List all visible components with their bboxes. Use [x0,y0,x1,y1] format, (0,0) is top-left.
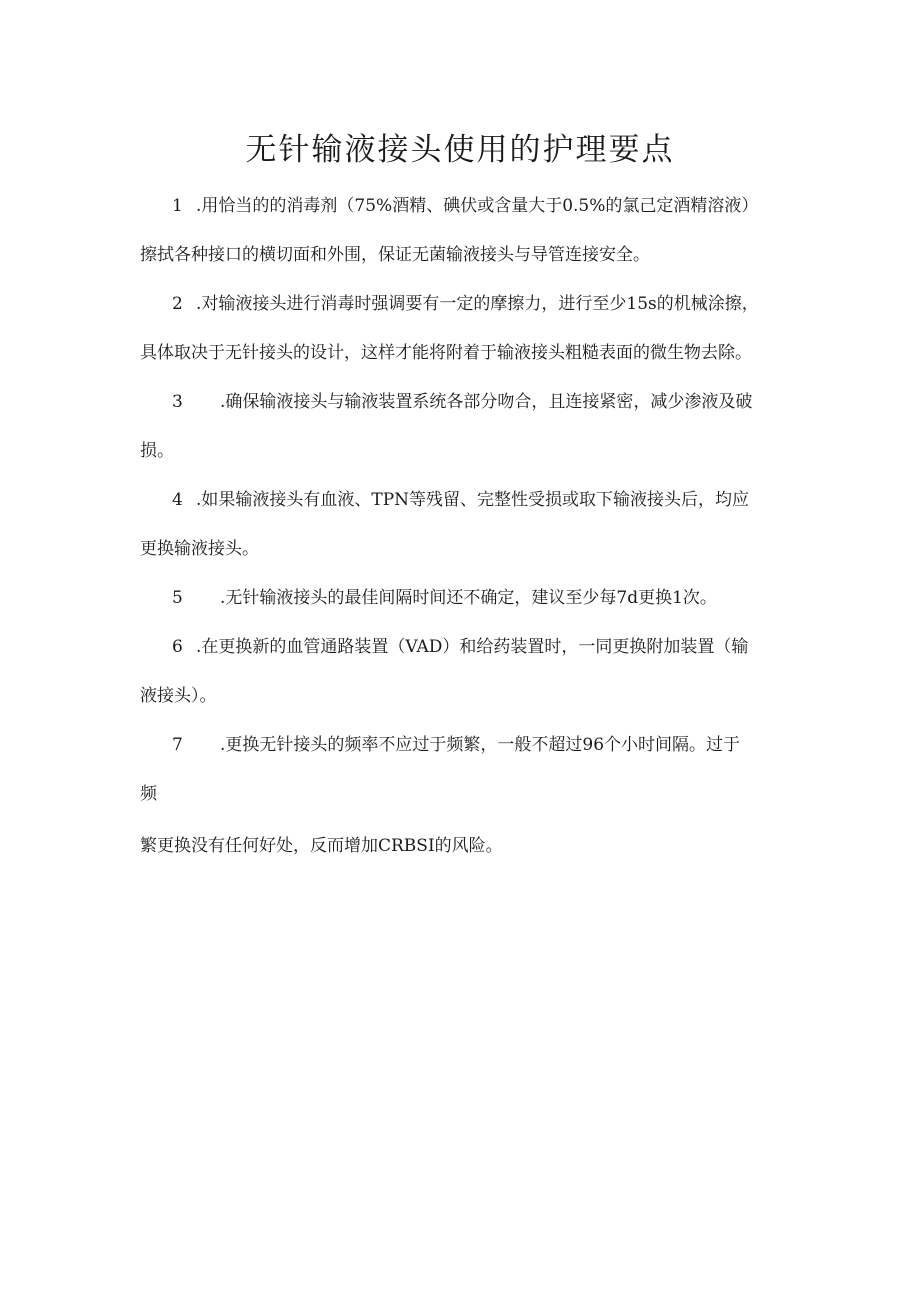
document-title: 无针输液接头使用的护理要点 [245,132,675,168]
item-number: 1 [172,196,183,216]
item-number: 4 [172,490,183,510]
item-text: .确保输液接头与输液装置系统各部分吻合，且连接紧密，减少渗液及破 [220,392,753,412]
item-4-line-2: 更换输液接头。 [140,539,259,559]
item-2-line-1 [172,292,759,316]
item-1-line-2: 擦拭各种接口的横切面和外围，保证无菌输液接头与导管连接安全。 [140,245,650,265]
item-text: .如果输液接头有血液、TPN等残留、完整性受损或取下输液接头后，均应 [196,490,750,510]
item-6-line-2: 液接头）。 [140,686,217,706]
item-number: 2 [172,294,183,314]
item-text: .用恰当的的消毒剂（75%酒精、碘伏或含量大于0.5%的氯己定酒精溶液） [196,196,759,216]
item-number: 5 [172,588,183,608]
item-7-line-3: 繁更换没有任何好处，反而增加CRBSI的风险。 [140,836,503,856]
item-text: .无针输液接头的最佳间隔时间还不确定，建议至少每7d更换1次。 [220,588,717,608]
item-text: .对输液接头进行消毒时强调要有一定的摩擦力，进行至少15s的机械涂擦， [196,294,759,314]
item-3-line-1 [172,390,752,414]
item-1-line-1 [172,194,758,218]
item-text: .更换无针接头的频率不应过于频繁，一般不超过96个小时间隔。过于 [220,735,741,755]
item-4-line-1 [172,488,749,512]
item-number: 7 [172,735,183,755]
item-number: 3 [172,392,183,412]
item-3-line-2: 损。 [140,441,174,461]
item-7-line-2: 频 [140,784,157,804]
item-number: 6 [172,637,183,657]
item-2-line-2: 具体取决于无针接头的设计，这样才能将附着于输液接头粗糙表面的微生物去除。 [140,343,752,363]
item-7-line-1 [172,733,740,757]
item-6-line-1 [172,635,748,659]
item-text: .在更换新的血管通路装置（VAD）和给药装置时，一同更换附加装置（输 [196,637,749,657]
item-5-line-1 [172,586,717,610]
